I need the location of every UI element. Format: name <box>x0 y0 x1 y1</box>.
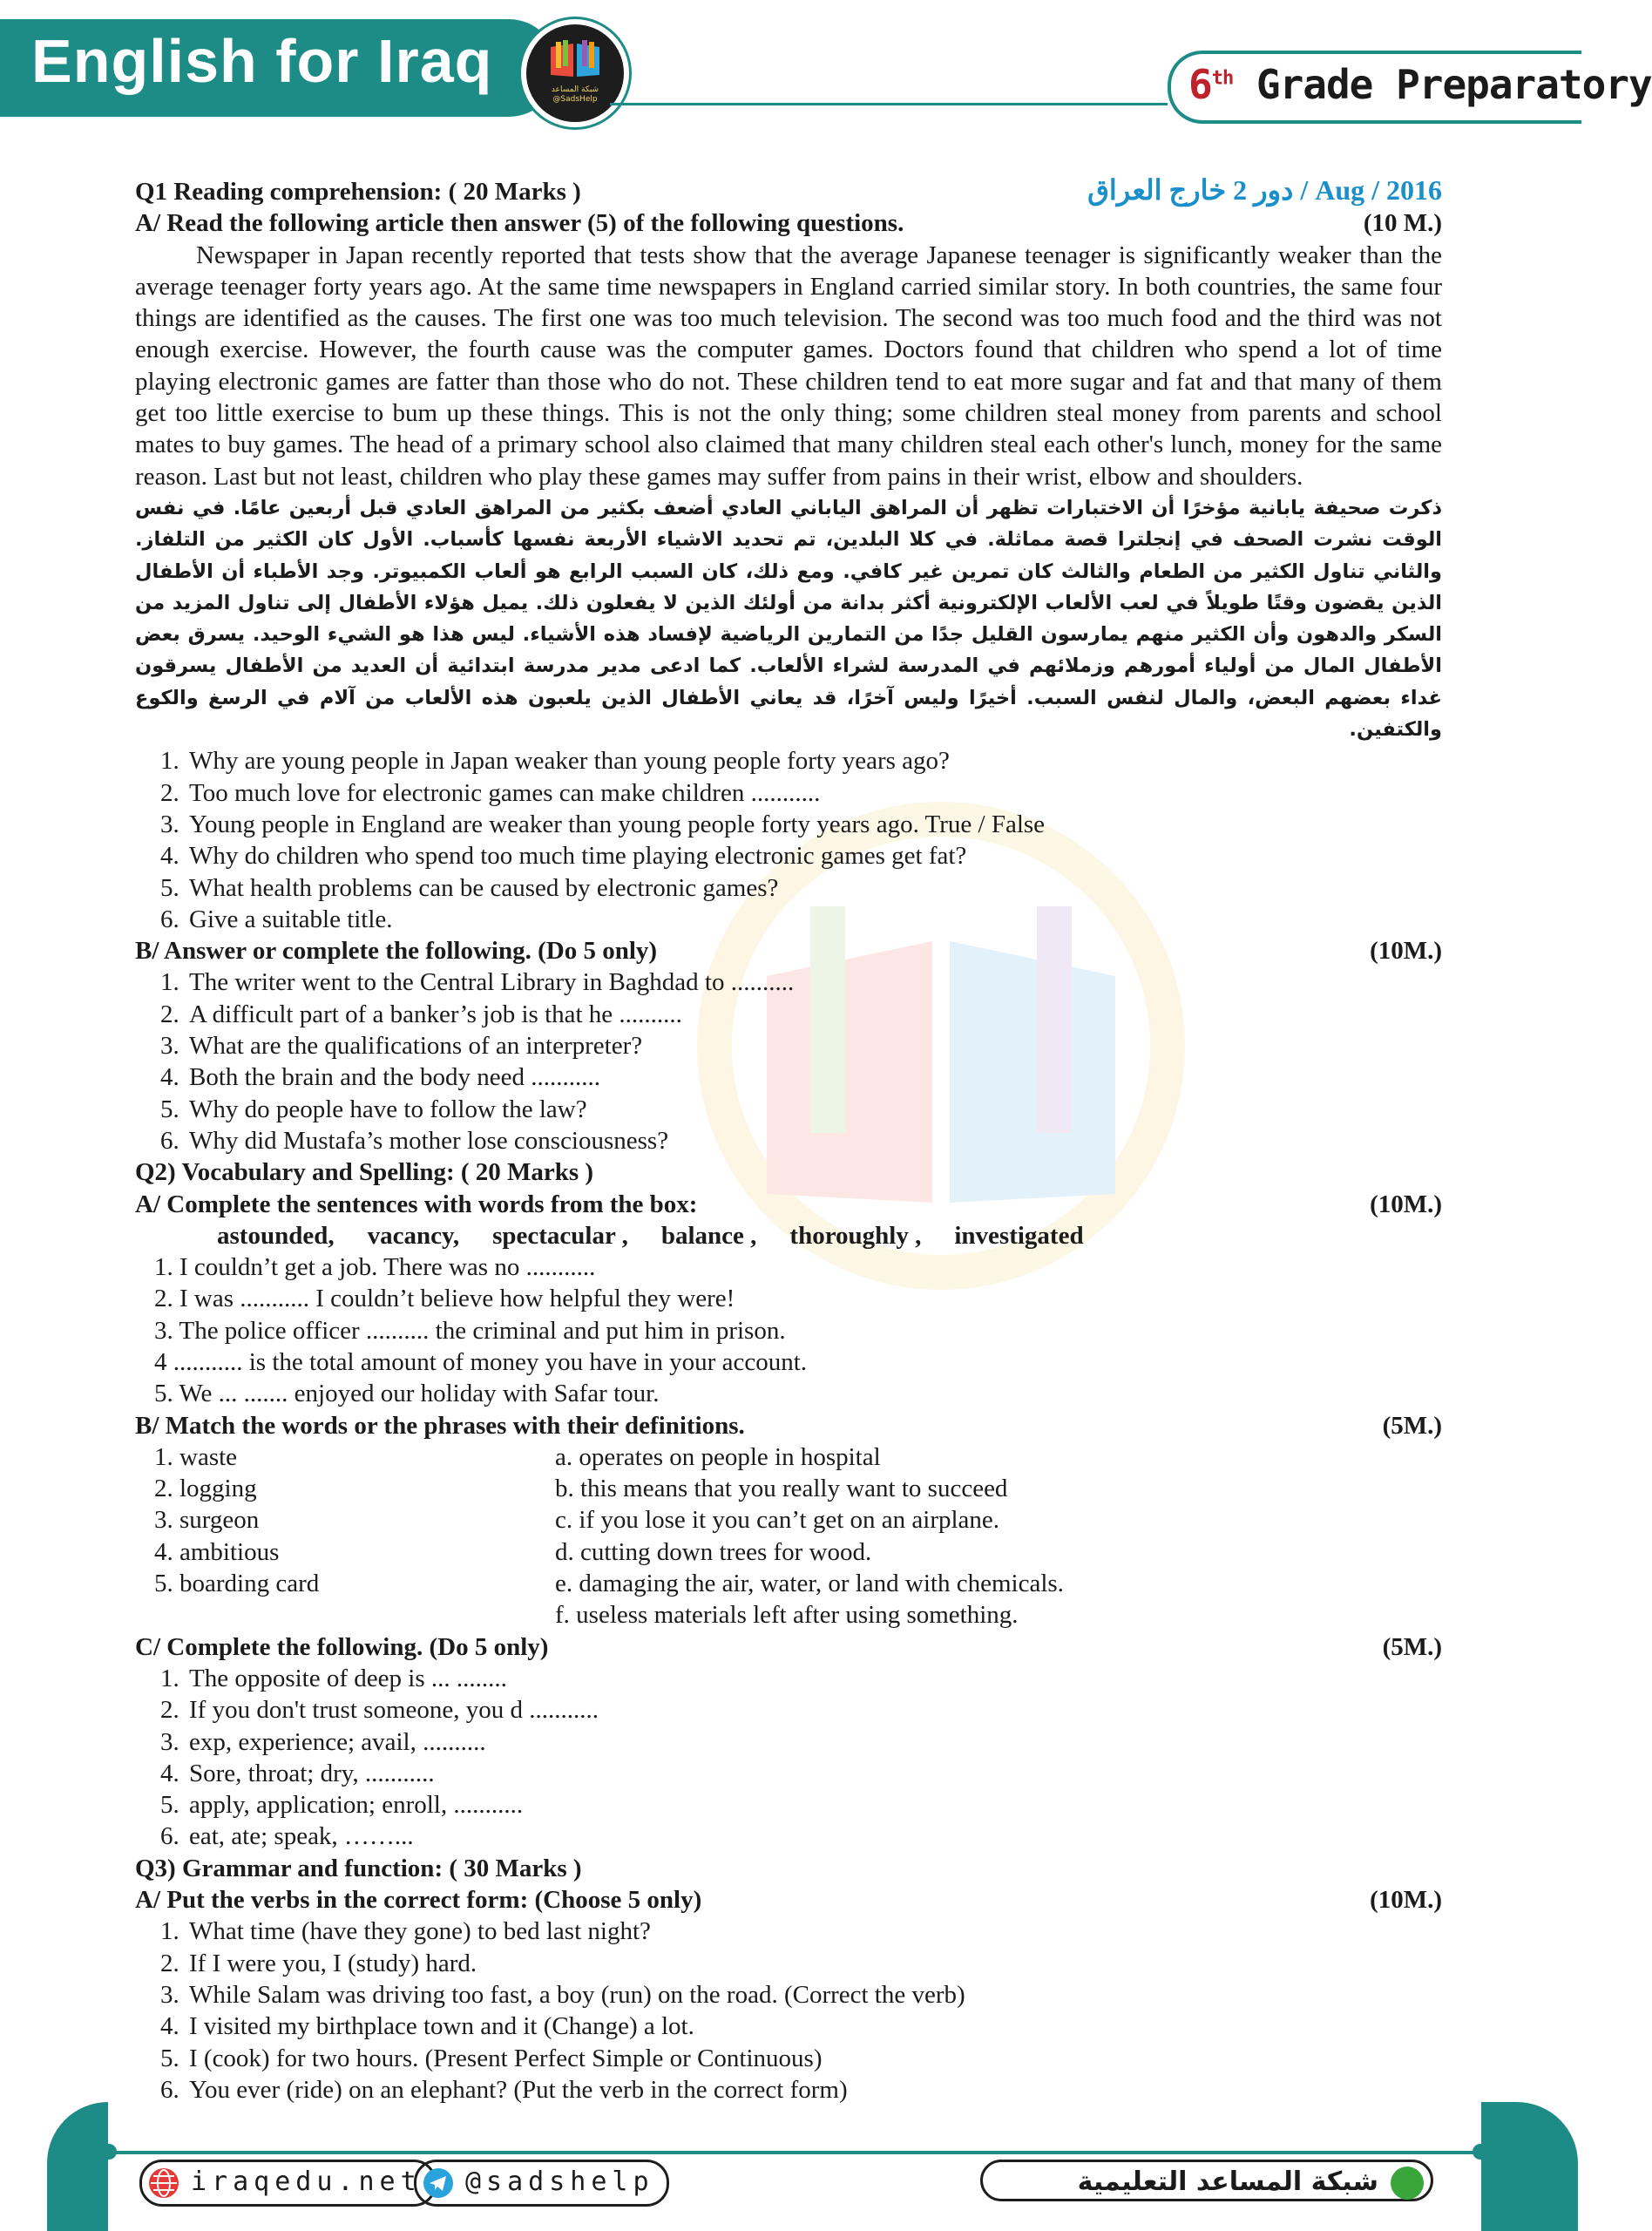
q2-c-title: C/ Complete the following. (Do 5 only) <box>135 1632 549 1661</box>
footer-network-link[interactable] <box>980 2160 1433 2201</box>
match-definition: b. this means that you really want to succeed <box>555 1475 1008 1503</box>
list-item: 1. I couldn’t get a job. There was no ........... <box>154 1253 596 1282</box>
q2-b-title: B/ Match the words or the phrases with their definitions. <box>135 1411 745 1440</box>
match-word <box>154 1599 555 1631</box>
footer-left-tab <box>47 2102 108 2231</box>
list-item: 3. exp, experience; avail, .......... <box>186 1726 1442 1758</box>
box-word: thoroughly , <box>789 1221 922 1250</box>
article-text: Newspaper in Japan recently reported that tests show that the average Japanese teenager is significantly weaker than the average teenager forty years ago. At the same time newspapers in England carried similar story. In both countries, the same four things are identified as the causes. The first one was too much television. The second was too much food and the third was not enough exercise. However, the fourth cause was the computer games. Doctors found that children who spend a lot of time playing electronic games are fatter than those who do not. These children tend to eat more sugar and fat and that many of them get too little exercise to bum up these things. This is not the only thing; some children steal money from parents and school mates to buy games. The head of a primary school also claimed that many children steal each other's lunch, money for the same reason. Last but not least, children who play these games may suffer from pains in their wrist, elbow and shoulders. <box>135 241 1442 491</box>
word-box <box>135 1220 1442 1251</box>
exam-session-tag: دور 2 خارج العراق / Aug / 2016 <box>1087 174 1442 206</box>
footer-site: iraqedu.net <box>191 2167 422 2197</box>
list-item: 5. I (cook) for two hours. (Present Perfect Simple or Continuous) <box>186 2043 1442 2074</box>
grade-text: Grade Preparatory <box>1256 61 1652 108</box>
match-word: 1. waste <box>154 1442 238 1471</box>
q1-b-title: B/ Answer or complete the following. (Do 5 only) <box>135 937 658 966</box>
list-item: 3. Young people in England are weaker than young people forty years ago. True / False <box>186 809 1442 840</box>
footer-network: شبكة المساعد التعليمية <box>1077 2167 1378 2197</box>
footer-dot <box>1473 2144 1488 2160</box>
box-word: spectacular , <box>492 1221 628 1250</box>
footer-dot <box>101 2144 117 2160</box>
box-word: investigated <box>954 1221 1084 1250</box>
exam-content <box>135 174 1442 2106</box>
list-item: 5. What health problems can be caused by electronic games? <box>186 872 1442 904</box>
list-item: 6. Give a suitable title. <box>186 904 1442 935</box>
q2-a-marks: (10M.) <box>1370 1190 1442 1218</box>
q2-c-items <box>135 1663 1442 1853</box>
q1-b-marks: (10M.) <box>1370 937 1442 966</box>
match-word: 4. ambitious <box>154 1537 280 1566</box>
list-item: 1. What time (have they gone) to bed last night? <box>186 1916 1442 1947</box>
match-definition: d. cutting down trees for wood. <box>555 1537 872 1566</box>
q2-title: Q2) Vocabulary and Spelling: ( 20 Marks ) <box>135 1158 594 1187</box>
play-icon <box>1391 2167 1424 2200</box>
list-item: 1. The writer went to the Central Library in Baghdad to .......... <box>186 966 1442 998</box>
match-word: 5. boarding card <box>154 1570 320 1598</box>
footer-telegram-link[interactable] <box>414 2160 669 2207</box>
globe-icon <box>147 2167 180 2200</box>
list-item: 2. If I were you, I (study) hard. <box>186 1948 1442 1979</box>
header-divider <box>610 103 1168 105</box>
list-item: 4. Why do children who spend too much time playing electronic games get fat? <box>186 840 1442 871</box>
list-item: 2. If you don't trust someone, you d ........... <box>186 1694 1442 1726</box>
sadshelp-logo <box>521 19 629 127</box>
matching-table <box>135 1441 1442 1631</box>
page-title: English for Iraq <box>31 27 493 95</box>
q2-a-title: A/ Complete the sentences with words from the box: <box>135 1190 698 1218</box>
q2-b-marks: (5M.) <box>1382 1411 1442 1440</box>
match-definition: a. operates on people in hospital <box>555 1442 881 1471</box>
q1-a-marks: (10 M.) <box>1363 209 1442 238</box>
q2-a-items <box>135 1251 1442 1409</box>
footer-right-tab <box>1481 2102 1578 2231</box>
match-definition: e. damaging the air, water, or land with chemicals. <box>555 1570 1064 1598</box>
box-word: astounded, <box>217 1221 335 1250</box>
q3-a-marks: (10M.) <box>1370 1886 1442 1915</box>
footer-handle: @sadshelp <box>465 2167 654 2197</box>
telegram-icon <box>422 2167 455 2200</box>
list-item: 4. Sore, throat; dry, ........... <box>186 1758 1442 1789</box>
list-item: 3. The police officer .......... the criminal and put him in prison. <box>154 1316 786 1345</box>
logo-caption-ar: شبكة المساعد <box>551 85 599 94</box>
list-item: 2. I was ........... I couldn’t believe how helpful they were! <box>154 1285 735 1313</box>
list-item: 5. apply, application; enroll, ........... <box>186 1789 1442 1821</box>
box-word: vacancy, <box>367 1221 460 1250</box>
footer-divider <box>108 2151 1481 2154</box>
list-item: 1. Why are young people in Japan weaker than young people forty years ago? <box>186 745 1442 776</box>
q1-b-questions <box>135 966 1442 1156</box>
q3-a-title: A/ Put the verbs in the correct form: (Choose 5 only) <box>135 1886 702 1915</box>
match-definition: c. if you lose it you can’t get on an airplane. <box>555 1506 1000 1535</box>
book-icon <box>547 38 603 80</box>
list-item: 6. Why did Mustafa’s mother lose consciousness? <box>186 1125 1442 1156</box>
q2-c-marks: (5M.) <box>1382 1632 1442 1661</box>
list-item: 3. What are the qualifications of an interpreter? <box>186 1030 1442 1061</box>
q3-a-items <box>135 1916 1442 2106</box>
list-item: 5. Why do people have to follow the law? <box>186 1094 1442 1125</box>
grade-number: 6 <box>1188 61 1212 108</box>
list-item: 2. A difficult part of a banker’s job is that he .......... <box>186 999 1442 1030</box>
grade-label <box>1188 61 1652 108</box>
q1-a-questions <box>135 745 1442 935</box>
list-item: 4 ........... is the total amount of money you have in your account. <box>154 1347 808 1376</box>
list-item: 4. I visited my birthplace town and it (Change) a lot. <box>186 2011 1442 2042</box>
list-item: 3. While Salam was driving too fast, a boy (run) on the road. (Correct the verb) <box>186 1979 1442 2011</box>
list-item: 4. Both the brain and the body need ........... <box>186 1061 1442 1093</box>
q1-a-title: A/ Read the following article then answer (5) of the following questions. <box>135 209 904 238</box>
match-word: 2. logging <box>154 1475 257 1503</box>
q3-title: Q3) Grammar and function: ( 30 Marks ) <box>135 1854 582 1882</box>
match-word: 3. surgeon <box>154 1506 260 1535</box>
grade-suffix: th <box>1211 67 1234 90</box>
q1-title: Q1 Reading comprehension: ( 20 Marks ) <box>135 178 581 206</box>
list-item: 1. The opposite of deep is ... ........ <box>186 1663 1442 1694</box>
footer-site-link[interactable] <box>139 2160 437 2207</box>
logo-caption-en: @SadsHelp <box>552 95 598 104</box>
list-item: 2. Too much love for electronic games can make children ........... <box>186 777 1442 809</box>
grade-box <box>1168 51 1652 124</box>
list-item: 5. We ... ....... enjoyed our holiday with Safar tour. <box>154 1380 660 1408</box>
list-item: 6. You ever (ride) on an elephant? (Put the verb in the correct form) <box>186 2074 1442 2106</box>
list-item: 6. eat, ate; speak, ……... <box>186 1821 1442 1852</box>
box-word: balance , <box>660 1221 757 1250</box>
match-definition: f. useless materials left after using something. <box>555 1601 1019 1630</box>
article-arabic-translation: ذكرت صحيفة يابانية مؤخرًا أن الاختبارات تظهر أن المراهق الياباني العادي أضعف بكثير من المراهق العادي قبل أربعين عامًا. في نفس الوقت نشرت الصحف في إنجلترا قصة مماثلة. في كلا البلدين، تم تحديد الاشياء الأربعة نفسها كأسباب. الأول كان الكثير من التلفاز. والثاني تناول الكثير من الطعام والثالث كان تمرين غير كافي. ومع ذلك، كان السبب الرابع هو ألعاب الكمبيوتر. وجد الأطباء أن الأطفال الذين يقضون وقتًا طويلاً في لعب الألعاب الإلكترونية أكثر بدانة من أولئك الذين لا يفعلون ذلك. يميل هؤلاء الأطفال إلى تناول المزيد من السكر والدهون وأن الكثير منهم يمارسون القليل جدًا من التمارين الرياضية لإفساد هذه الأشياء. ليس هذا هو الشيء الوحيد. يسرق بعض الأطفال المال من أولياء أمورهم وزملائهم في المدرسة لشراء الألعاب. كما ادعى مدير مدرسة ابتدائية أن العديد من الأطفال يسرقون غداء بعضهم البعض، والمال لنفس السبب. أخيرًا وليس آخرًا، قد يعاني الأطفال الذين يلعبون هذه الألعاب من آلام في الرسغ والكوع والكتفين. <box>135 496 1442 742</box>
